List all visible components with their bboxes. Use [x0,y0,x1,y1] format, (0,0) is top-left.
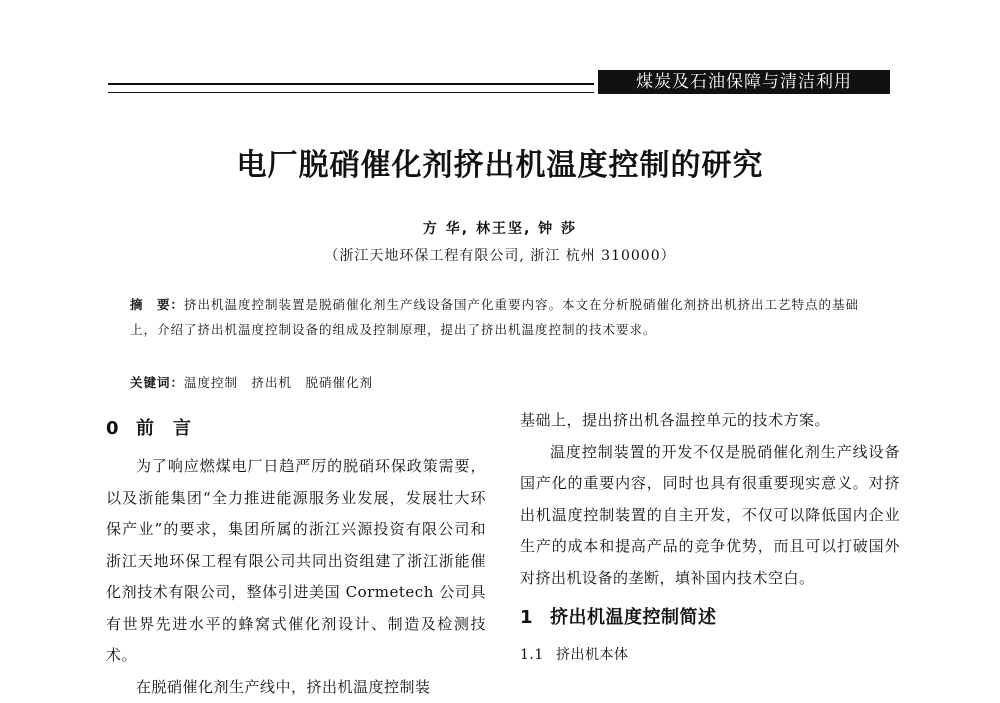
section-heading-1 [520,602,900,634]
abstract [130,292,874,342]
header-rule-bottom [108,92,594,93]
section-title: 挤出机温度控制简述 [550,607,717,628]
section-heading-0 [106,413,486,445]
body-column-left [106,405,486,703]
abstract-text: 挤出机温度控制装置是脱硝催化剂生产线设备国产化重要内容。本文在分析脱硝催化剂挤出机挤出工艺特点的基础上，介绍了挤出机温度控制设备的组成及控制原理，提出了挤出机温度控制的技术要求。 [130,297,859,337]
paragraph-intro-2-start: 在脱硝催化剂生产线中，挤出机温度控制装 [106,672,486,703]
section-number: 1 [520,602,550,634]
subsection-title: 挤出机本体 [556,647,629,663]
paragraph-intro-2-cont: 基础上，提出挤出机各温控单元的技术方案。 [520,405,900,437]
keywords-label: 关键词： [130,375,184,390]
paper-affiliation: （浙江天地环保工程有限公司, 浙江 杭州 310000） [0,245,1000,265]
keywords-text: 温度控制 挤出机 脱硝催化剂 [184,375,373,390]
section-title: 前 言 [136,418,192,439]
header-rule-top [108,83,594,85]
paper-title: 电厂脱硝催化剂挤出机温度控制的研究 [0,140,1000,184]
paper-authors: 方 华, 林王坚, 钟 莎 [0,218,1000,238]
subsection-number: 1.1 [520,640,556,672]
abstract-label: 摘 要： [130,297,184,312]
paragraph-intro-3: 温度控制装置的开发不仅是脱硝催化剂生产线设备国产化的重要内容，同时也具有很重要现实意义。对挤出机温度控制装置的自主开发，不仅可以降低国内企业生产的成本和提高产品的竞争优势，而且可以打破国外对挤出机设备的垄断，填补国内技术空白。 [520,437,900,595]
body-column-right [520,405,900,672]
journal-section-label: 煤炭及石油保障与清洁利用 [598,70,890,94]
paragraph-intro-1: 为了响应燃煤电厂日趋严厉的脱硝环保政策需要，以及浙能集团“全力推进能源服务业发展，发展壮大环保产业”的要求，集团所属的浙江兴源投资有限公司和浙江天地环保工程有限公司共同出资组建了浙江浙能催化剂技术有限公司，整体引进美国 Cormetech 公司具有世界先进水平的蜂窝式催化剂设计、制造及检测技术。 [106,451,486,672]
subsection-heading-1-1 [520,640,900,672]
section-number: 0 [106,413,136,445]
keywords [130,373,874,391]
